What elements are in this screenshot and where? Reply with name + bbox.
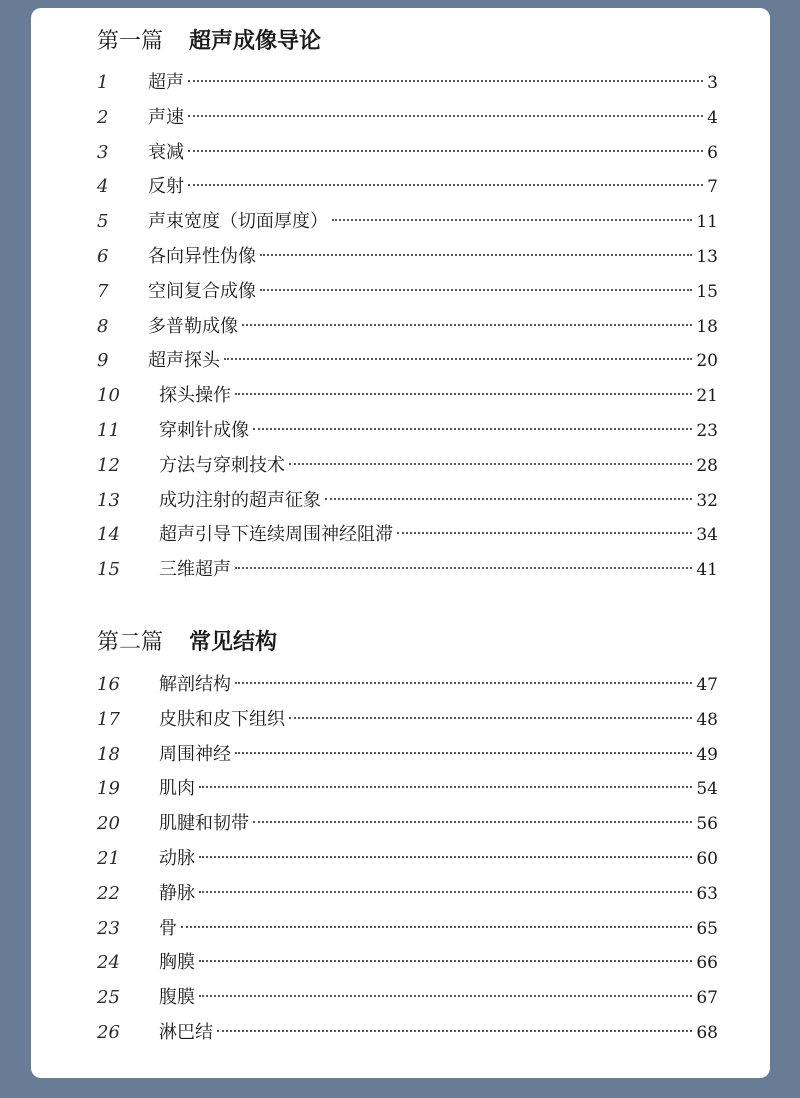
toc-entry-line [159, 453, 718, 479]
chapter-number: 5 [97, 211, 109, 233]
page-number: 3 [707, 73, 718, 93]
toc-entry[interactable] [31, 742, 770, 768]
chapter-title: 超声 [148, 72, 184, 93]
toc-entry-line [148, 244, 718, 270]
dot-leader [235, 393, 692, 395]
chapter-title: 解剖结构 [159, 674, 231, 695]
section-title-2 [97, 632, 277, 654]
chapter-number: 25 [97, 987, 120, 1009]
chapter-number: 8 [97, 315, 109, 337]
toc-entry-line [159, 950, 718, 976]
dot-leader [181, 926, 692, 928]
page-number: 65 [696, 918, 718, 939]
chapter-number: 22 [97, 882, 120, 904]
dot-leader [397, 532, 692, 534]
toc-entry[interactable] [31, 488, 770, 514]
page-number: 34 [696, 525, 718, 546]
dot-leader [235, 752, 692, 754]
chapter-number: 26 [97, 1022, 120, 1043]
chapter-number: 12 [97, 454, 120, 476]
chapter-title: 动脉 [159, 848, 195, 869]
toc-entry[interactable] [31, 209, 770, 235]
chapter-title: 成功注射的超声征象 [159, 489, 321, 511]
toc-entry[interactable] [31, 707, 770, 733]
page-number: 28 [696, 455, 718, 476]
chapter-number: 20 [97, 813, 120, 835]
page-number: 67 [696, 988, 718, 1009]
dot-leader [242, 324, 692, 326]
dot-leader [188, 184, 703, 186]
chapter-title: 反射 [148, 176, 184, 198]
section-name: 常见结构 [189, 630, 278, 655]
chapter-number: 3 [97, 141, 109, 163]
page-number: 60 [696, 849, 718, 869]
toc-entry[interactable] [31, 985, 770, 1011]
chapter-title: 淋巴结 [159, 1022, 213, 1043]
dot-leader [235, 682, 692, 684]
toc-entry[interactable] [31, 916, 770, 942]
toc-entry[interactable] [31, 105, 770, 131]
chapter-title: 声速 [148, 106, 184, 128]
dot-leader [332, 219, 692, 221]
chapter-title: 肌腱和韧带 [159, 813, 249, 835]
toc-entry-line [159, 846, 718, 872]
chapter-title: 多普勒成像 [148, 315, 238, 337]
page-number: 41 [696, 560, 718, 581]
chapter-title: 胸膜 [159, 952, 195, 974]
toc-entry-line [159, 985, 718, 1011]
dot-leader [325, 498, 692, 500]
toc-entry[interactable] [31, 557, 770, 583]
chapter-title: 声束宽度（切面厚度） [148, 211, 328, 233]
toc-entry[interactable] [31, 70, 770, 96]
chapter-title: 方法与穿刺技术 [159, 454, 285, 476]
page-number: 32 [696, 490, 718, 511]
chapter-number: 4 [97, 176, 109, 198]
chapter-title: 衰减 [148, 141, 184, 163]
dot-leader [199, 786, 692, 788]
toc-entry-line [159, 672, 718, 698]
dot-leader [188, 80, 703, 82]
toc-entry-line [159, 742, 718, 768]
toc-entry-line [148, 348, 718, 374]
dot-leader [224, 358, 692, 360]
chapter-number: 13 [97, 489, 120, 511]
chapter-title: 骨 [159, 917, 177, 939]
section-part-label: 第一篇 [97, 29, 164, 54]
chapter-title: 穿刺针成像 [159, 420, 249, 441]
dot-leader [199, 856, 692, 858]
page-number: 11 [696, 212, 718, 233]
toc-entry[interactable] [31, 846, 770, 872]
toc-entry-line [159, 881, 718, 907]
toc-entry-line [159, 811, 718, 837]
toc-entry-line [159, 383, 718, 409]
dot-leader [217, 1030, 692, 1032]
toc-entry-line [148, 279, 718, 305]
chapter-title: 超声探头 [148, 350, 220, 372]
chapter-title: 各向异性伪像 [148, 246, 256, 267]
toc-entry[interactable] [31, 383, 770, 409]
dot-leader [260, 254, 692, 256]
section-name: 超声成像导论 [189, 29, 322, 54]
dot-leader [253, 821, 692, 823]
dot-leader [253, 428, 692, 430]
toc-entry-line [148, 174, 718, 200]
chapter-number: 9 [97, 350, 109, 372]
chapter-title: 空间复合成像 [148, 280, 256, 302]
page-number: 21 [696, 386, 718, 407]
toc-entry[interactable] [31, 348, 770, 374]
toc-entry-line [159, 418, 718, 444]
chapter-title: 三维超声 [159, 559, 231, 581]
chapter-title: 肌肉 [159, 778, 195, 800]
toc-entry[interactable] [31, 314, 770, 340]
toc-entry[interactable] [31, 418, 770, 444]
chapter-number: 21 [97, 848, 120, 869]
toc-entry[interactable] [31, 174, 770, 200]
toc-entry[interactable] [31, 881, 770, 907]
chapter-number: 11 [97, 420, 120, 441]
chapter-title: 超声引导下连续周围神经阻滞 [159, 524, 393, 546]
toc-entry-line [159, 916, 718, 942]
toc-entry-line [148, 209, 718, 235]
toc-entry[interactable] [31, 522, 770, 548]
chapter-title: 腹膜 [159, 987, 195, 1009]
page-number: 54 [696, 779, 718, 800]
toc-entry-line [148, 105, 718, 131]
chapter-number: 19 [97, 778, 120, 800]
chapter-title: 周围神经 [159, 743, 231, 765]
dot-leader [289, 717, 692, 719]
toc-entry[interactable] [31, 244, 770, 270]
chapter-number: 2 [97, 106, 109, 128]
toc-entry-line [148, 140, 718, 166]
dot-leader [199, 960, 692, 962]
chapter-number: 14 [97, 524, 120, 546]
chapter-number: 24 [97, 952, 120, 974]
chapter-number: 7 [97, 280, 109, 302]
chapter-number: 16 [97, 674, 120, 695]
page-number: 56 [696, 814, 718, 835]
dot-leader [188, 115, 703, 117]
toc-entry-line [159, 488, 718, 514]
page-number: 48 [696, 709, 718, 730]
toc-entry[interactable] [31, 672, 770, 698]
chapter-number: 17 [97, 708, 120, 730]
toc-entry-line [159, 557, 718, 583]
toc-entry-line [148, 70, 718, 96]
toc-entry-line [159, 707, 718, 733]
toc-entry[interactable] [31, 811, 770, 837]
page-number: 18 [696, 316, 718, 337]
page-number: 6 [707, 142, 718, 163]
toc-entry-line [159, 776, 718, 802]
toc-entry[interactable] [31, 1020, 770, 1046]
chapter-number: 15 [97, 559, 120, 581]
page-number: 15 [696, 281, 718, 302]
toc-entry-line [148, 314, 718, 340]
toc-entry[interactable] [31, 279, 770, 305]
page-number: 49 [696, 744, 718, 765]
chapter-number: 10 [97, 385, 120, 407]
toc-entry[interactable] [31, 453, 770, 479]
toc-entry[interactable] [31, 140, 770, 166]
chapter-number: 18 [97, 743, 120, 765]
chapter-title: 探头操作 [159, 385, 231, 407]
chapter-title: 静脉 [159, 882, 195, 904]
dot-leader [188, 150, 703, 152]
section-title-1 [97, 31, 321, 53]
chapter-number: 1 [97, 72, 109, 93]
page-number: 4 [707, 107, 718, 128]
page-number: 63 [696, 883, 718, 904]
toc-page [31, 8, 770, 1078]
toc-entry-line [159, 1020, 718, 1046]
section-part-label: 第二篇 [97, 630, 164, 655]
dot-leader [199, 891, 692, 893]
page-number: 66 [696, 953, 718, 974]
page-number: 13 [696, 247, 718, 267]
dot-leader [289, 463, 692, 465]
chapter-number: 23 [97, 917, 120, 939]
page-number: 7 [707, 177, 718, 198]
page-number: 20 [696, 351, 718, 372]
toc-entry[interactable] [31, 776, 770, 802]
page-number: 47 [696, 675, 718, 695]
dot-leader [235, 567, 692, 569]
dot-leader [199, 995, 692, 997]
chapter-number: 6 [97, 246, 109, 267]
toc-entry[interactable] [31, 950, 770, 976]
dot-leader [260, 289, 692, 291]
page-number: 68 [696, 1023, 718, 1043]
page-number: 23 [696, 421, 718, 441]
chapter-title: 皮肤和皮下组织 [159, 708, 285, 730]
toc-entry-line [159, 522, 718, 548]
